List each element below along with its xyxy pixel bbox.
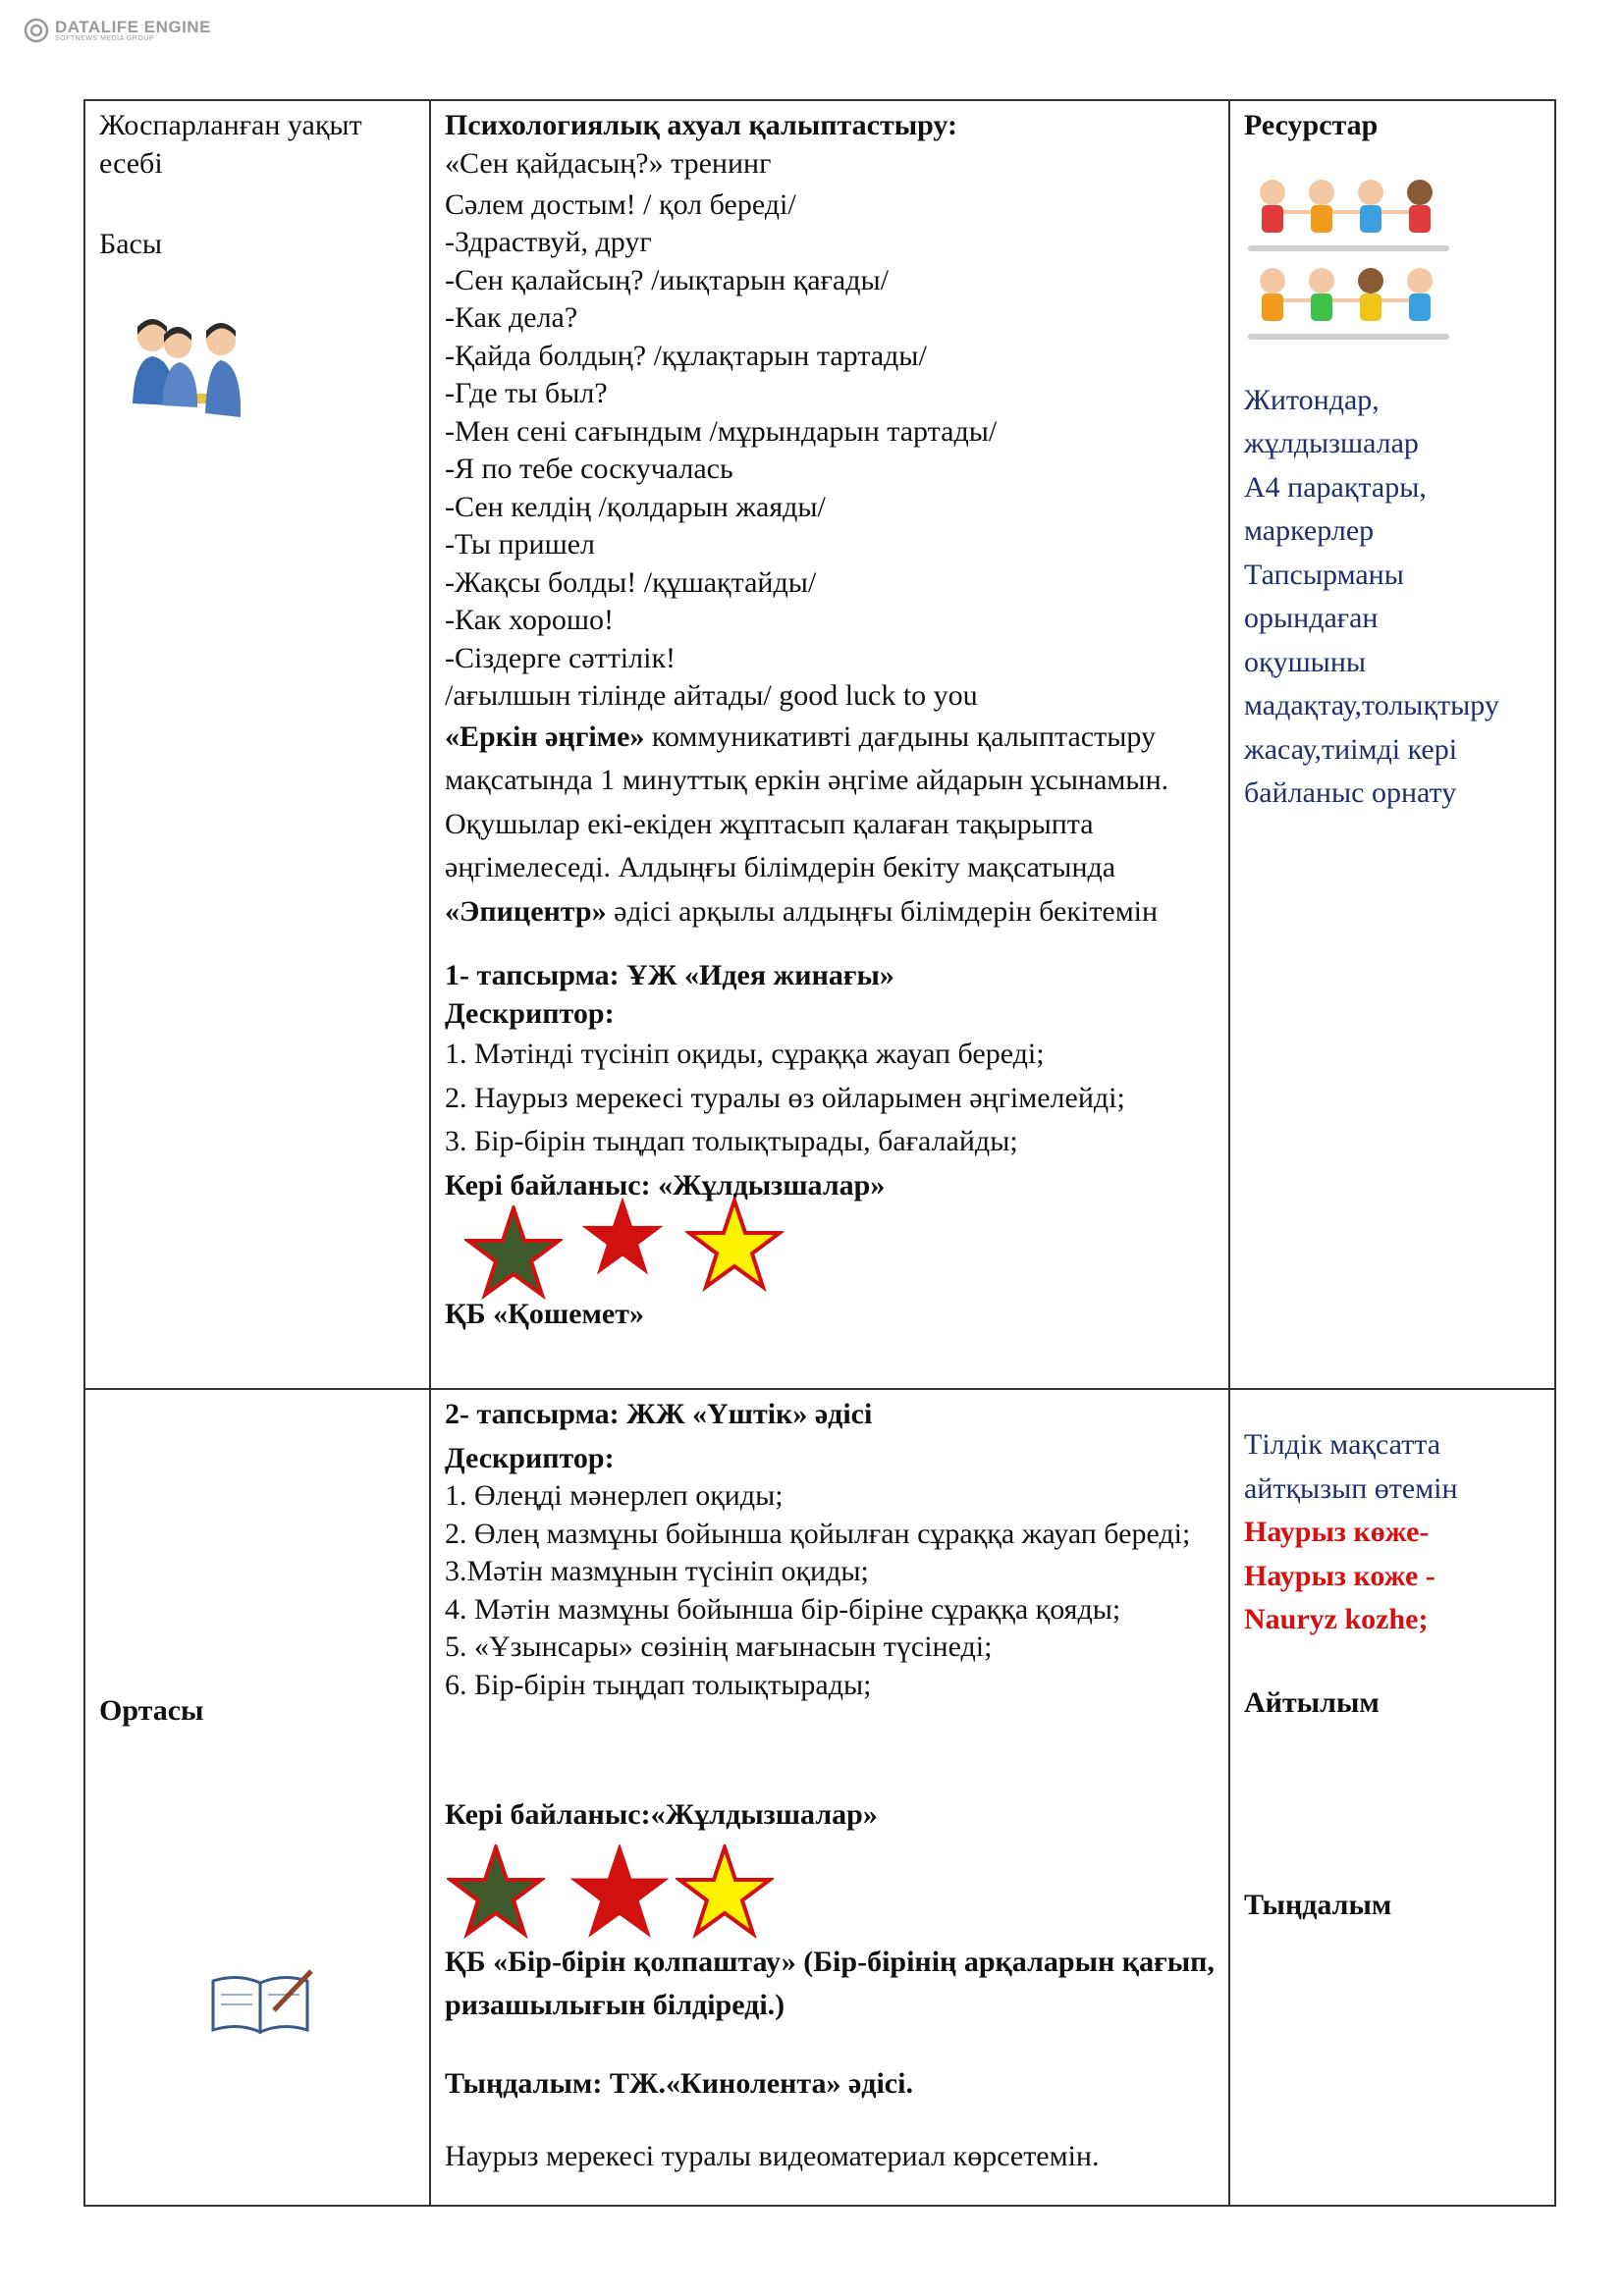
descriptor-item: 4. Мәтін мазмұны бойынша бір-біріне сұраққа қояды; [445, 1592, 1121, 1626]
watermark-title: DATALIFE ENGINE [55, 18, 211, 36]
feedback-label: Кері байланыс: «Жұлдызшалар» [445, 1168, 886, 1201]
feedback-label: Кері байланыс:«Жұлдызшалар» [445, 1798, 878, 1831]
feedback-stars [445, 1839, 1215, 1941]
descriptor-item: 3.Мәтін мазмұнын түсініп оқиды; [445, 1555, 869, 1587]
stage-cell-beginning [84, 100, 430, 1389]
language-goal-line2: айтқызып өтемін [1244, 1471, 1458, 1505]
key-phrase-russian: Наурыз коже - [1244, 1559, 1435, 1592]
descriptor-item: 2. Наурыз мерекесі туралы өз ойларымен әңгімелейді; [445, 1081, 1125, 1114]
red-star-icon [582, 1198, 663, 1276]
lesson-plan-table [83, 99, 1556, 2207]
language-goal-line1: Тілдік мақсатта [1244, 1428, 1441, 1461]
task1-title: 1- тапсырма: ҰЖ «Идея жинағы» [445, 959, 894, 991]
training-line: -Қайда болдың? /құлақтарын тартады/ [445, 339, 927, 372]
resource-item: мадақтау,толықтыру [1244, 689, 1499, 721]
free-talk-title: «Еркін әңгіме» [445, 720, 645, 753]
descriptor-label: Дескриптор: [445, 1441, 615, 1474]
training-line: «Сен қайдасың?» тренинг [445, 146, 772, 180]
descriptor-item: 1. Мәтінді түсініп оқиды, сұраққа жауап береді; [445, 1038, 1045, 1070]
descriptor-label: Дескриптор: [445, 996, 615, 1030]
time-label-line1: Жоспарланған уақыт [99, 109, 362, 141]
table-row [84, 1389, 1555, 2206]
training-line: -Сен келдің /қолдарын жаяды/ [445, 490, 826, 523]
resource-item: байланыс орнату [1244, 776, 1457, 809]
formative-assessment: ҚБ «Қошемет» [445, 1298, 644, 1330]
training-line: Сәлем достым! / қол береді/ [445, 188, 796, 221]
training-line: /ағылшын тілінде айтады/ good luck to you [445, 679, 978, 712]
green-star-icon [464, 1205, 563, 1300]
listening-label: Тыңдалым [1244, 1889, 1392, 1921]
free-talk-text: коммуникативті дағдыны қалыптастыру мақсатында 1 минуттық еркін әңгіме айдарын ұсынамын. Оқушылар екі-екіден жұптасып қалаған тақырыпта әңгімелеседі. Алдыңғы білімдерін бекіту мақсатында [445, 720, 1169, 883]
children-holding-hands-icon [1248, 173, 1454, 349]
training-line: -Жақсы болды! /құшақтайды/ [445, 565, 817, 599]
yellow-star-icon [685, 1198, 784, 1292]
resource-item: жұлдызшалар [1244, 427, 1419, 459]
watermark [24, 18, 211, 43]
activities-cell-beginning [430, 100, 1229, 1389]
resource-item: А4 парақтары, [1244, 470, 1427, 504]
stage-beginning: Басы [99, 228, 163, 260]
resources-heading: Ресурстар [1244, 109, 1379, 141]
training-line: -Где ты был? [445, 377, 608, 409]
resource-item: жасау,тиімді кері [1244, 732, 1458, 766]
watermark-subtitle: SOFTNEWS MEDIA GROUP [55, 35, 155, 42]
descriptor-item: 2. Өлең мазмұны бойынша қойылған сұраққа жауап береді; [445, 1517, 1191, 1550]
red-star-icon [570, 1844, 669, 1939]
time-label-line2: есебі [99, 146, 163, 180]
training-line: -Сен қалайсың? /иықтарын қағады/ [445, 263, 889, 296]
descriptor-item: 6. Бір-бірін тыңдап толықтырады; [445, 1668, 872, 1701]
resource-item: маркерлер [1244, 514, 1375, 547]
training-line: -Сіздерге сәттілік! [445, 641, 677, 674]
activities-cell-middle [430, 1389, 1229, 2206]
formative-assessment: ҚБ «Бір-бірін қолпаштау» (Бір-бірінің арқаларын қағып, ризашылығын білдіреді.) [445, 1945, 1215, 2021]
resources-cell-beginning [1229, 100, 1555, 1389]
green-star-icon [447, 1844, 545, 1939]
video-line: Наурыз мерекесі туралы видеоматериал көрсетемін. [445, 2140, 1100, 2172]
resource-item: Житондар, [1244, 383, 1380, 416]
open-book-icon [203, 1961, 321, 2040]
speaking-label: Айтылым [1244, 1685, 1380, 1719]
descriptor-item: 5. «Ұзынсары» сөзінің мағынасын түсінеді; [445, 1630, 993, 1663]
resource-item: Тапсырманы [1244, 558, 1404, 591]
training-line: -Мен сені сағындым /мұрындарын тартады/ [445, 414, 998, 448]
epicenter-method: «Эпицентр» [445, 894, 607, 928]
feedback-stars [445, 1198, 1215, 1292]
task2-title: 2- тапсырма: ЖЖ «Үштік» әдісі [445, 1398, 873, 1430]
table-row [84, 100, 1555, 1389]
descriptor-item: 1. Өлеңді мәнерлеп оқиды; [445, 1479, 784, 1512]
children-writing-icon [123, 315, 250, 423]
training-line: -Как хорошо! [445, 604, 614, 636]
key-phrase-kazakh: Наурыз көже- [1244, 1516, 1430, 1548]
training-line: -Я по тебе соскучалась [445, 453, 733, 485]
stage-cell-middle [84, 1389, 430, 2206]
key-phrase-english: Nauryz kozhe; [1244, 1603, 1429, 1635]
datalife-logo-icon [24, 18, 49, 43]
stage-middle: Ортасы [99, 1694, 204, 1727]
psych-heading: Психологиялық ахуал қалыптастыру: [445, 109, 958, 141]
training-line: -Здраствуй, друг [445, 226, 652, 258]
resource-item: орындаған [1244, 602, 1379, 634]
training-line: -Ты пришел [445, 528, 595, 561]
resources-cell-middle [1229, 1389, 1555, 2206]
yellow-star-icon [676, 1844, 774, 1939]
resource-item: оқушыны [1244, 645, 1367, 678]
descriptor-item: 3. Бір-бірін тыңдап толықтырады, бағалайды; [445, 1125, 1018, 1157]
epicenter-text: әдісі арқылы алдыңғы білімдерін бекітемін [606, 894, 1159, 928]
free-talk-paragraph [445, 716, 1215, 934]
listening-method: Тыңдалым: ТЖ.«Кинолента» әдісі. [445, 2066, 913, 2100]
training-line: -Как дела? [445, 301, 578, 334]
